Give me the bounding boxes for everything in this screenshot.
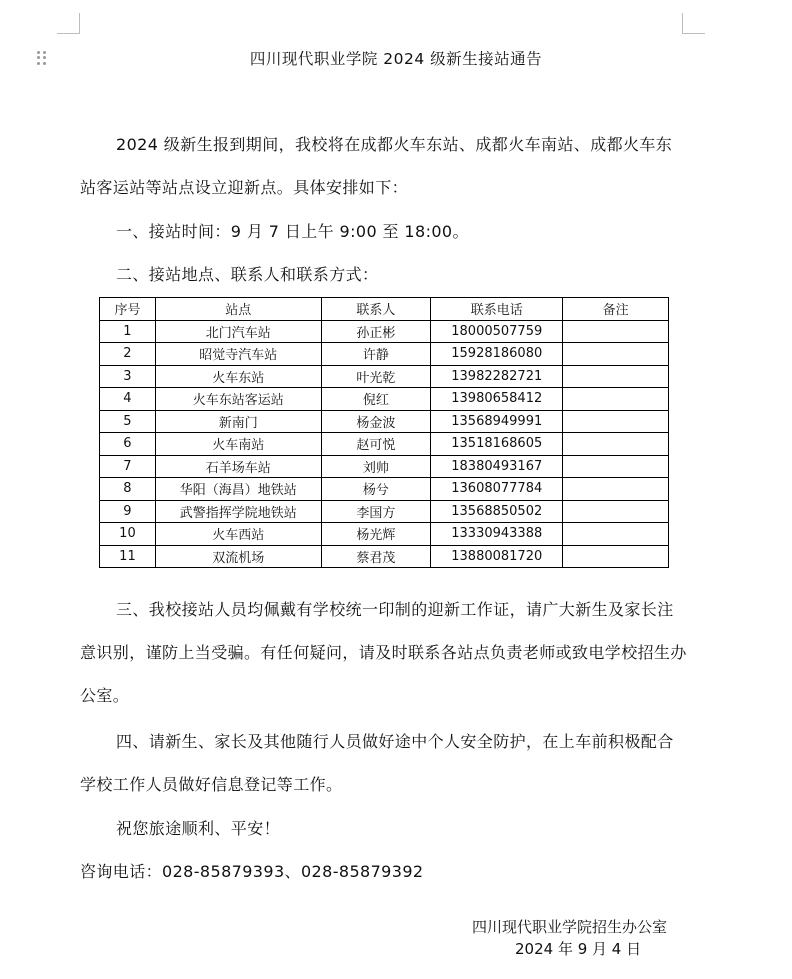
- cell-note: [563, 433, 669, 456]
- header-note: 备注: [563, 298, 669, 321]
- header-station: 站点: [155, 298, 321, 321]
- table-row: [100, 478, 669, 501]
- cell-note: [563, 388, 669, 411]
- table-header-row: [100, 298, 669, 321]
- cell-station: 火车东站客运站: [155, 388, 321, 411]
- wish-text: 祝您旅途顺利、平安！: [116, 819, 281, 838]
- cell-contact: 倪红: [321, 388, 431, 411]
- table-row: [100, 343, 669, 366]
- header-contact: 联系人: [321, 298, 431, 321]
- cell-note: [563, 478, 669, 501]
- document-title: 四川现代职业学院 2024 级新生接站通告: [249, 50, 543, 68]
- cell-contact: 刘帅: [321, 455, 431, 478]
- cell-contact: 杨金波: [321, 410, 431, 433]
- cell-station: 火车西站: [155, 523, 321, 546]
- cell-contact: 许静: [321, 343, 431, 366]
- cell-phone: 13330943388: [431, 523, 563, 546]
- cell-station: 北门汽车站: [155, 320, 321, 343]
- notice-paragraph-4: [80, 720, 688, 806]
- cell-note: [563, 500, 669, 523]
- cell-contact: 叶光乾: [321, 365, 431, 388]
- table-row: [100, 523, 669, 546]
- cell-contact: 赵可悦: [321, 433, 431, 456]
- header-index: 序号: [100, 298, 156, 321]
- cell-index: 5: [100, 410, 156, 433]
- intro-paragraph: [80, 123, 688, 209]
- consult-text: 咨询电话：028-85879393、028-85879392: [80, 862, 424, 881]
- wish-paragraph: [80, 807, 688, 850]
- cell-station: 火车南站: [155, 433, 321, 456]
- cell-phone: 13568850502: [431, 500, 563, 523]
- page-corner-mark-left: [57, 13, 80, 34]
- cell-note: [563, 320, 669, 343]
- header-phone: 联系电话: [431, 298, 563, 321]
- table-row: [100, 365, 669, 388]
- time-paragraph: [80, 210, 688, 253]
- table-row: [100, 388, 669, 411]
- cell-phone: 13982282721: [431, 365, 563, 388]
- item3-text: 三、我校接站人员均佩戴有学校统一印制的迎新工作证，请广大新生及家长注意识别，谨防上当受骗。有任何疑问，请及时联系各站点负责老师或致电学校招生办公室。: [80, 600, 687, 705]
- cell-phone: 13608077784: [431, 478, 563, 501]
- cell-station: 华阳（海昌）地铁站: [155, 478, 321, 501]
- cell-phone: 13880081720: [431, 545, 563, 568]
- cell-index: 11: [100, 545, 156, 568]
- cell-contact: 孙正彬: [321, 320, 431, 343]
- cell-note: [563, 455, 669, 478]
- cell-phone: 18000507759: [431, 320, 563, 343]
- notice-date: 2024 年 9 月 4 日: [515, 940, 642, 958]
- cell-index: 7: [100, 455, 156, 478]
- consult-line: [80, 850, 688, 893]
- table-row: [100, 433, 669, 456]
- cell-station: 火车东站: [155, 365, 321, 388]
- table-row: [100, 320, 669, 343]
- cell-index: 6: [100, 433, 156, 456]
- cell-note: [563, 523, 669, 546]
- cell-station: 石羊场车站: [155, 455, 321, 478]
- cell-index: 2: [100, 343, 156, 366]
- location-heading-text: 二、接站地点、联系人和联系方式：: [116, 265, 379, 284]
- cell-index: 1: [100, 320, 156, 343]
- cell-note: [563, 410, 669, 433]
- cell-index: 10: [100, 523, 156, 546]
- time-text: 一、接站时间：9 月 7 日上午 9:00 至 18:00。: [116, 222, 469, 241]
- cell-phone: 13980658412: [431, 388, 563, 411]
- table-row: [100, 500, 669, 523]
- cell-phone: 15928186080: [431, 343, 563, 366]
- item4-text: 四、请新生、家长及其他随行人员做好途中个人安全防护，在上车前积极配合学校工作人员做好信息登记等工作。: [80, 732, 674, 794]
- cell-note: [563, 365, 669, 388]
- cell-station: 双流机场: [155, 545, 321, 568]
- cell-phone: 18380493167: [431, 455, 563, 478]
- cell-station: 武警指挥学院地铁站: [155, 500, 321, 523]
- cell-station: 昭觉寺汽车站: [155, 343, 321, 366]
- cell-contact: 蔡君茂: [321, 545, 431, 568]
- table-row: [100, 545, 669, 568]
- page-corner-mark-right: [682, 13, 705, 34]
- cell-phone: 13568949991: [431, 410, 563, 433]
- cell-phone: 13518168605: [431, 433, 563, 456]
- cell-index: 4: [100, 388, 156, 411]
- station-table: [99, 297, 669, 568]
- cell-contact: 李国方: [321, 500, 431, 523]
- cell-contact: 杨兮: [321, 478, 431, 501]
- cell-station: 新南门: [155, 410, 321, 433]
- cell-note: [563, 343, 669, 366]
- cell-contact: 杨光辉: [321, 523, 431, 546]
- cell-index: 3: [100, 365, 156, 388]
- location-heading: [80, 253, 688, 296]
- table-row: [100, 455, 669, 478]
- cell-index: 9: [100, 500, 156, 523]
- cell-index: 8: [100, 478, 156, 501]
- intro-text: 2024 级新生报到期间，我校将在成都火车东站、成都火车南站、成都火车东站客运站等站点设立迎新点。具体安排如下：: [80, 135, 673, 197]
- notice-paragraph-3: [80, 588, 688, 717]
- signature: 四川现代职业学院招生办公室: [472, 918, 668, 936]
- table-row: [100, 410, 669, 433]
- cell-note: [563, 545, 669, 568]
